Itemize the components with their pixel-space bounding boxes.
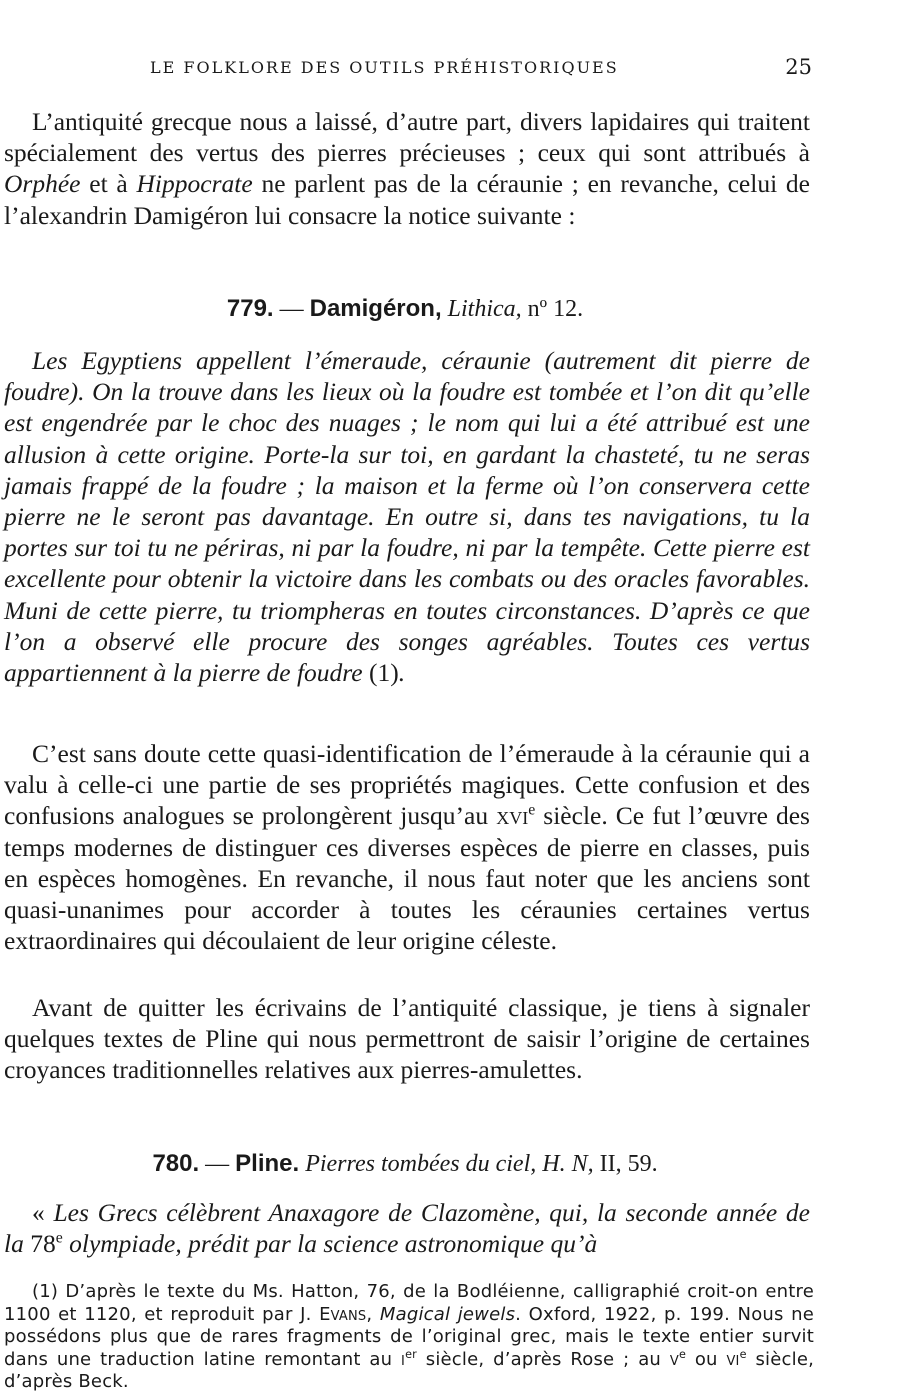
olympiad-number: 78: [30, 1229, 56, 1259]
entry-reference: nº 12.: [521, 296, 584, 322]
century-vi: vi: [726, 1348, 740, 1370]
footnote-text: ou: [686, 1348, 727, 1370]
paragraph-confusion: [4, 738, 810, 956]
quote-text: Les Egyptiens appellent l’émeraude, céraunie (autrement dit pierre de foudre). On la trouve dans les lieux où la foudre est tombée et l’on dit qu’elle est engendrée par le choc des nuages ; le nom qui lui a été attribué est une allusion à cette origine. Porte-la sur toi, en gardant la chasteté, tu ne seras jamais frappé de la foudre ; la maison et la ferme où l’on conservera cette pierre ne le seront pas davantage. En outre si, dans tes navigations, tu la portes sur toi tu ne périras, ni par la foudre, ni par la tempête. Cette pierre est excellente pour obtenir la victoire dans les combats ou des oracles favorables. Muni de cette pierre, tu triompheras en toutes circonstances. D’après ce que l’on a observé elle procure des songes agréables. Toutes ces vertus appartiennent à la pierre de foudre: [4, 346, 810, 688]
quote-pline: [4, 1197, 810, 1259]
footnote-text: D’après le texte du Ms. Hatton, 76, de la Bodléienne, calligraphié croit-on entre 1100 et 1120, et reproduit par J.: [4, 1281, 814, 1325]
footnote-text: . Oxford, 1922, p. 199. Nous ne possédons plus que de rares fragments de l’original grec, mais le texte entier survit dans une traduction latine remontant au: [4, 1303, 815, 1370]
century-i: i: [401, 1348, 406, 1370]
entry-author: Damigéron,: [309, 295, 442, 322]
opening-guillemet: «: [32, 1198, 54, 1227]
footnote-text: siècle, d’après Beck.: [4, 1348, 815, 1392]
book-title: Magical jewels: [379, 1303, 516, 1325]
paragraph-text: Avant de quitter les écrivains de l’antiquité classique, je tiens à signaler quelques textes de Pline qui nous permettront de saisir l’origine de certaines croyances traditionnelles relatives aux pierres-amulettes.: [4, 993, 810, 1085]
paragraph-text: L’antiquité grecque nous a laissé, d’autre part, divers lapidaires qui traitent spécialement des vertus des pierres précieuses ; ceux qui sont attribués à: [4, 107, 810, 168]
century-xvi: xvi: [496, 801, 529, 831]
author-evans: Evans: [319, 1303, 367, 1325]
entry-reference: II, 59.: [593, 1151, 658, 1177]
name-hippocrate: Hippocrate: [136, 169, 253, 199]
century-superscript: e: [678, 1347, 687, 1361]
running-title: LE FOLKLORE DES OUTILS PRÉHISTORIQUES: [150, 58, 619, 77]
century-superscript: e: [528, 801, 536, 819]
entry-number: 780.: [152, 1150, 200, 1177]
footnote-index: (1): [32, 1281, 59, 1302]
paragraph-pline: [4, 992, 810, 1086]
quote-end: .: [398, 658, 406, 688]
footnote: [4, 1281, 814, 1394]
quote-text: Les Grecs célèbrent Anaxagore de Clazomène, qui, la seconde année de la: [4, 1198, 810, 1259]
olympiad-superscript: e: [55, 1229, 63, 1247]
entry-dash: —: [199, 1151, 236, 1177]
paragraph-text: C’est sans doute cette quasi-identification de l’émeraude à la céraunie qui a valu à celle-ci une partie de ses propriétés magiques. Cette confusion et des confusions analogues se prolongèrent jusqu’au: [4, 739, 810, 831]
page-number: 25: [785, 55, 812, 79]
paragraph-text: ne parlent pas de la céraunie ; en revanche, celui de l’alexandrin Damigéron lui consacre la notice suivante :: [4, 169, 810, 230]
entry-dash: —: [273, 296, 310, 322]
paragraph-text: et à: [80, 169, 137, 199]
quote-damigeron: [4, 345, 810, 688]
quote-text: olympiade, prédit par la science astronomique qu’à: [62, 1229, 598, 1259]
name-orphee: Orphée: [4, 169, 81, 199]
century-v: v: [669, 1348, 679, 1370]
paragraph-text: siècle. Ce fut l’œuvre des temps modernes de distinguer ces diverses espèces de pierre en classes, puis en espèces homogènes. En revanche, il nous faut noter que les anciens sont quasi-unanimes pour accorder à toutes les céraunies certaines vertus extraordinaires qui découlaient de leur origine céleste.: [4, 801, 810, 956]
entry-heading-779: [0, 295, 810, 323]
entry-work: Lithica,: [447, 296, 522, 322]
entry-work: Pierres tombées du ciel, H. N,: [305, 1151, 594, 1177]
entry-author: Pline.: [235, 1150, 300, 1177]
entry-heading-780: [0, 1150, 810, 1178]
century-superscript: er: [405, 1347, 417, 1361]
century-superscript: e: [739, 1347, 747, 1361]
running-head: [150, 55, 900, 79]
entry-number: 779.: [226, 295, 274, 322]
paragraph-lapidaires: [4, 106, 810, 231]
footnote-reference: (1): [368, 658, 399, 688]
footnote-text: siècle, d’après Rose ; au: [416, 1348, 670, 1370]
footnote-text: ,: [366, 1303, 380, 1325]
